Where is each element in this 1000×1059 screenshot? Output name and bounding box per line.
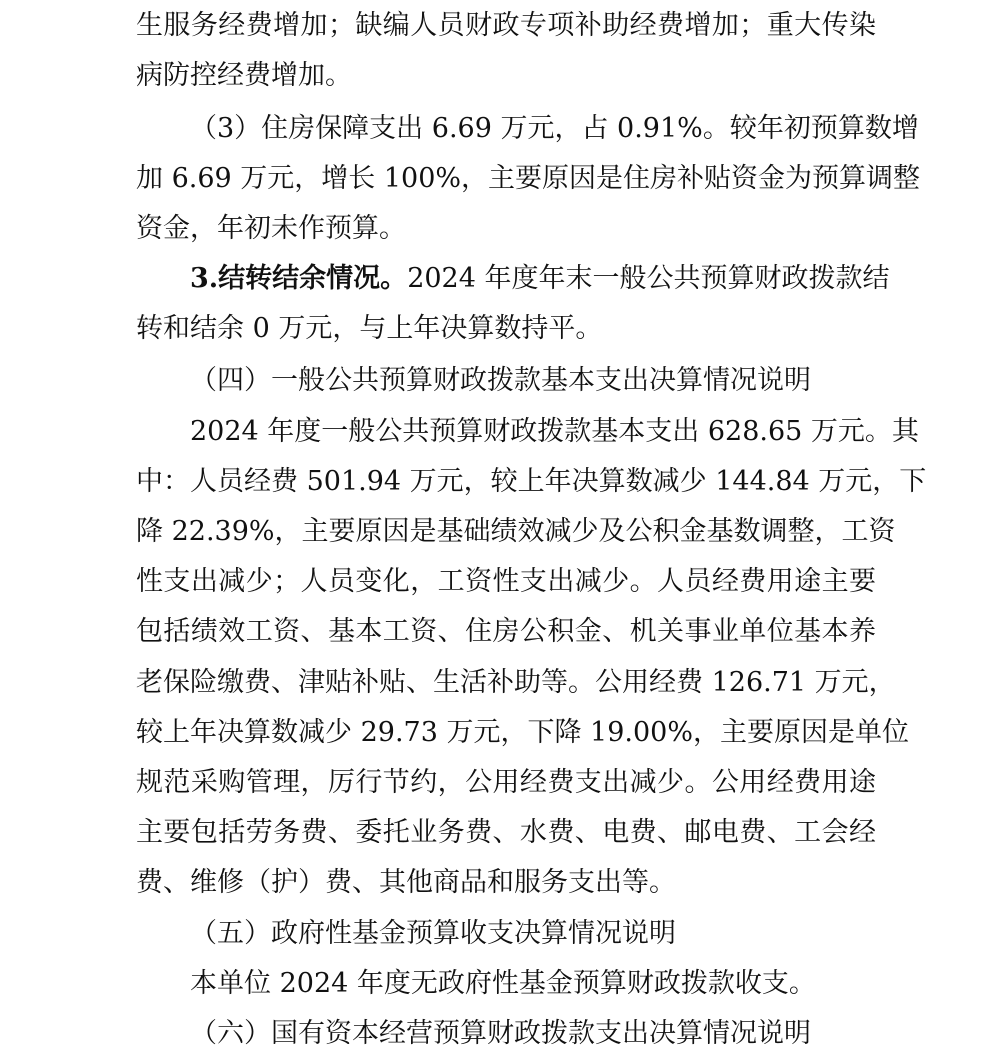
paragraph-line: 费、维修（护）费、其他商品和服务支出等。 (136, 867, 676, 898)
paragraph-line: 资金，年初未作预算。 (136, 213, 406, 244)
section-3-text: 2024 年度年末一般公共预算财政拨款结 (407, 263, 890, 294)
paragraph-line: 2024 年度一般公共预算财政拨款基本支出 628.65 万元。其 (190, 416, 919, 447)
section-3-line (190, 254, 890, 304)
paragraph-line: 包括绩效工资、基本工资、住房公积金、机关事业单位基本养 (136, 616, 876, 647)
paragraph-line: 较上年决算数减少 29.73 万元，下降 19.00%，主要原因是单位 (136, 717, 909, 748)
paragraph-line: 降 22.39%，主要原因是基础绩效减少及公积金基数调整，工资 (136, 516, 896, 547)
paragraph-line: 规范采购管理，厉行节约，公用经费支出减少。公用经费用途 (136, 767, 876, 798)
section-heading-6: （六）国有资本经营预算财政拨款支出决算情况说明 (190, 1018, 811, 1049)
paragraph-line: 加 6.69 万元，增长 100%，主要原因是住房补贴资金为预算调整 (136, 163, 921, 194)
paragraph-line: 转和结余 0 万元，与上年决算数持平。 (136, 313, 603, 344)
section-heading-5: （五）政府性基金预算收支决算情况说明 (190, 918, 676, 949)
paragraph-line: 生服务经费增加；缺编人员财政专项补助经费增加；重大传染 (136, 10, 876, 41)
paragraph-line: 性支出减少；人员变化，工资性支出减少。人员经费用途主要 (136, 566, 876, 597)
paragraph-line: 主要包括劳务费、委托业务费、水费、电费、邮电费、工会经 (136, 817, 876, 848)
paragraph-line: 病防控经费增加。 (136, 60, 352, 91)
paragraph-line: （3）住房保障支出 6.69 万元，占 0.91%。较年初预算数增 (190, 113, 919, 144)
section-3-heading: 3.结转结余情况。 (190, 263, 408, 294)
paragraph-line: 中：人员经费 501.94 万元，较上年决算数减少 144.84 万元，下 (136, 466, 927, 497)
section-heading-4: （四）一般公共预算财政拨款基本支出决算情况说明 (190, 365, 811, 396)
paragraph-line: 老保险缴费、津贴补贴、生活补助等。公用经费 126.71 万元， (136, 667, 896, 698)
paragraph-line: 本单位 2024 年度无政府性基金预算财政拨款收支。 (190, 968, 816, 999)
